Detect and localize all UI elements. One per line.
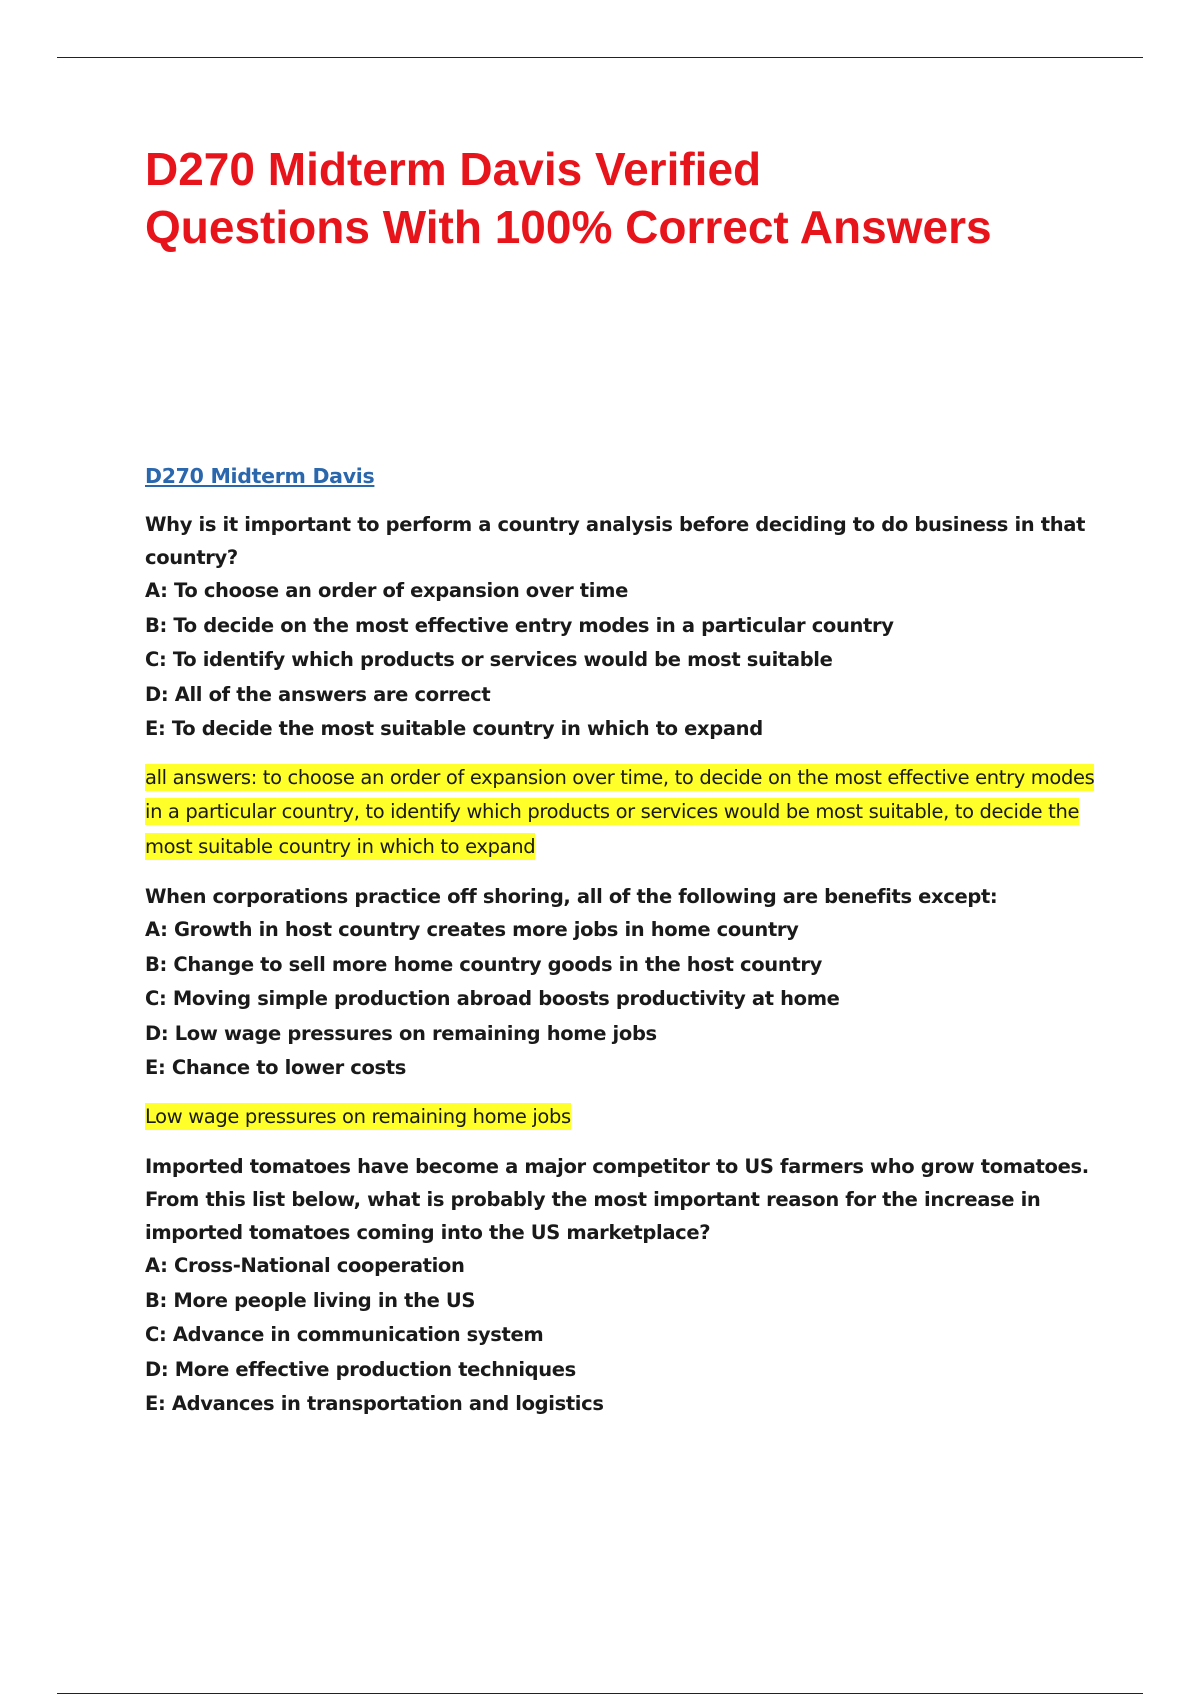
question-block-2 xyxy=(145,880,1105,1134)
document-title-line-2: Questions With 100% Correct Answers xyxy=(145,201,992,253)
question-block-3 xyxy=(145,1150,1105,1422)
highlighted-answer xyxy=(145,761,1105,865)
option-b: B: Change to sell more home country goods in the host country xyxy=(145,952,822,976)
option-e: E: Advances in transportation and logistics xyxy=(145,1392,604,1415)
question-text: When corporations practice off shoring, all of the following are benefits except: xyxy=(145,885,998,908)
page-bottom-rule xyxy=(57,1693,1143,1694)
answer-highlight: all answers: to choose an order of expansion over time, to decide on the most effective entry modes in a particular country, to identify which products or services would be most suitable, to decide the most suitable country in which to expand xyxy=(145,765,1095,858)
option-d: D: All of the answers are correct xyxy=(145,682,491,706)
document-body xyxy=(145,140,1105,1422)
highlighted-answer xyxy=(145,1100,1105,1135)
option-b: B: To decide on the most effective entry modes in a particular country xyxy=(145,613,894,637)
option-e: E: Chance to lower costs xyxy=(145,1056,407,1079)
question-text: Why is it important to perform a country analysis before deciding to do business in that country? xyxy=(145,513,1086,569)
document-title xyxy=(145,140,1105,256)
question-text: Imported tomatoes have become a major competitor to US farmers who grow tomatoes. From this list below, what is probably the most important reason for the increase in imported tomatoes coming into the US marketplace? xyxy=(145,1155,1089,1244)
option-c: C: To identify which products or services would be most suitable xyxy=(145,648,833,671)
question-list xyxy=(145,508,1105,1422)
option-d: D: Low wage pressures on remaining home jobs xyxy=(145,1021,657,1045)
section-heading-link[interactable]: D270 Midterm Davis xyxy=(145,464,375,488)
option-e: E: To decide the most suitable country in which to expand xyxy=(145,717,763,740)
option-c: C: Moving simple production abroad boosts productivity at home xyxy=(145,987,840,1010)
page-top-rule xyxy=(57,57,1143,58)
option-a: A: Growth in host country creates more jobs in home country xyxy=(145,918,799,941)
question-block-1 xyxy=(145,508,1105,864)
document-title-line-1: D270 Midterm Davis Verified xyxy=(145,143,762,195)
option-c: C: Advance in communication system xyxy=(145,1323,544,1346)
answer-highlight: Low wage pressures on remaining home jobs xyxy=(145,1104,571,1128)
option-d: D: More effective production techniques xyxy=(145,1357,576,1381)
option-a: A: Cross-National cooperation xyxy=(145,1254,465,1277)
option-a: A: To choose an order of expansion over time xyxy=(145,579,628,602)
option-b: B: More people living in the US xyxy=(145,1288,476,1312)
